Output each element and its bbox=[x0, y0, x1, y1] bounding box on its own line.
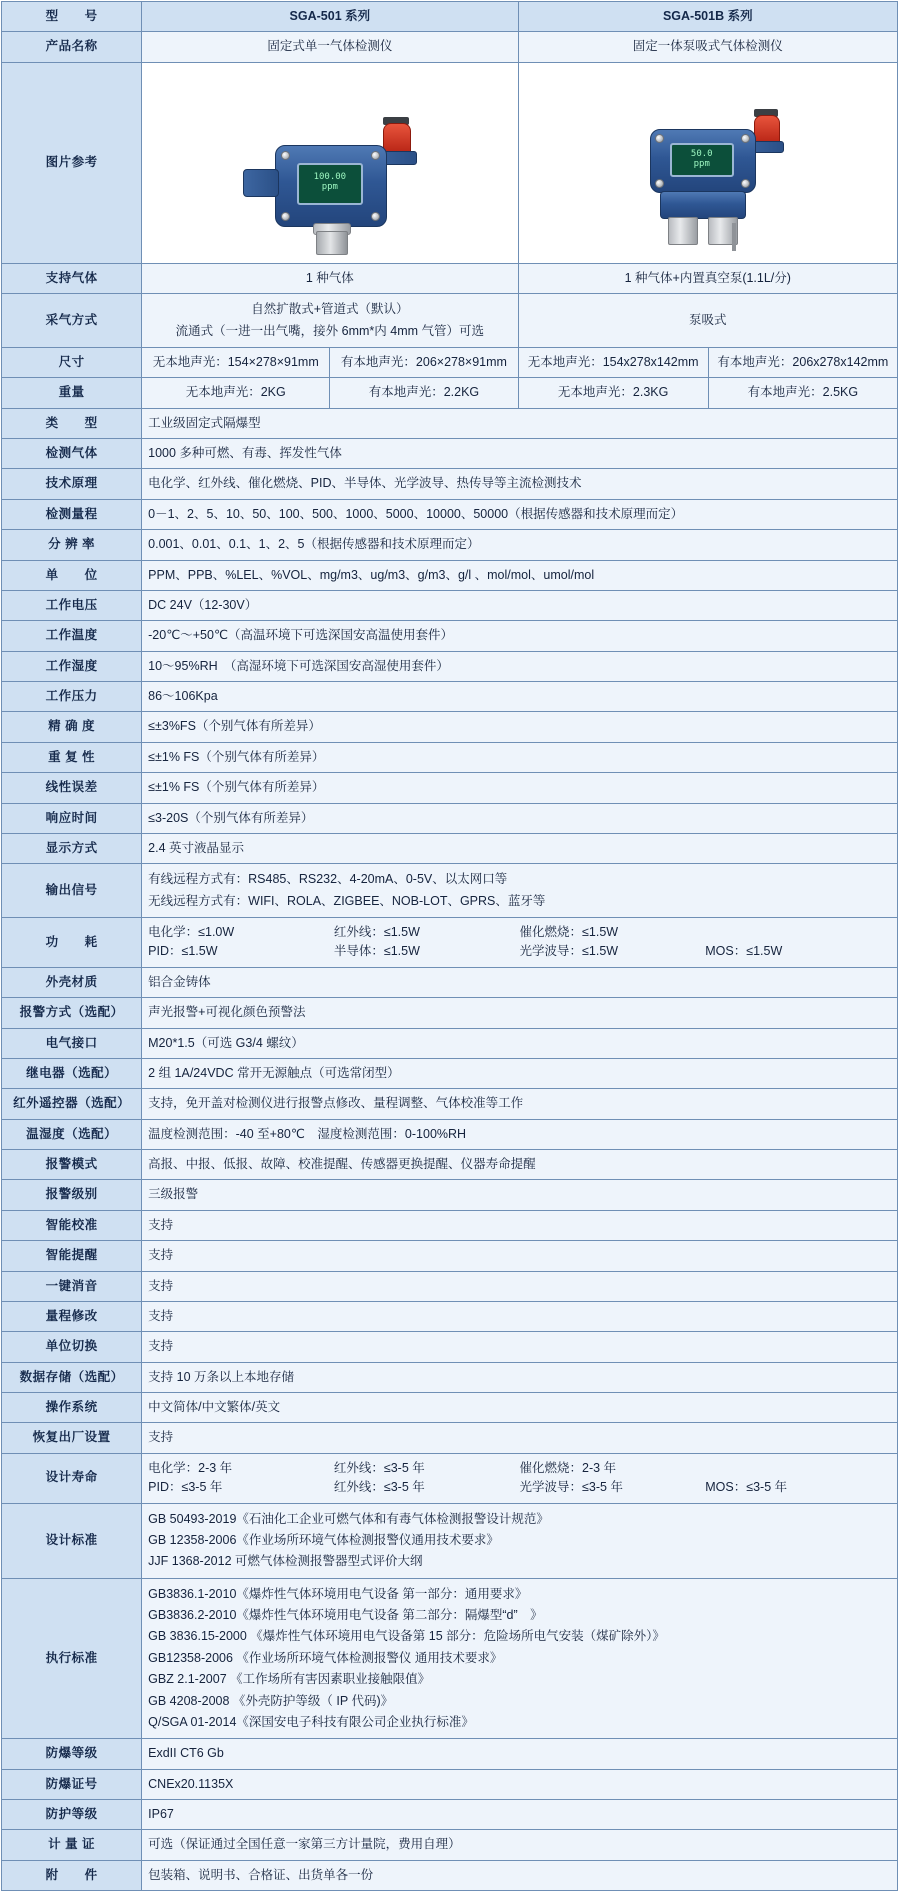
sensor-housing bbox=[316, 231, 348, 255]
cell-value-line: GB3836.2-2010《爆炸性气体环境用电气设备 第二部分：隔爆型“d” 》 bbox=[148, 1608, 543, 1622]
table-row-sampling bbox=[2, 294, 898, 348]
row-label: 单位切换 bbox=[2, 1332, 142, 1362]
bolt-icon bbox=[741, 134, 750, 143]
row-label: 重 复 性 bbox=[2, 742, 142, 772]
cell-value: 有本地声光：2.5KG bbox=[708, 378, 897, 408]
cell-value: ≤3-20S（个别气体有所差异） bbox=[142, 803, 898, 833]
row-label: 报警模式 bbox=[2, 1150, 142, 1180]
row-label: 继电器（选配） bbox=[2, 1058, 142, 1088]
model-header-1: SGA-501 系列 bbox=[142, 2, 518, 32]
power-item: PID：≤1.5W bbox=[148, 944, 218, 959]
table-row-supported-gas bbox=[2, 263, 898, 293]
life-item bbox=[705, 1459, 891, 1478]
bolt-icon bbox=[281, 151, 290, 160]
table-row-housing bbox=[2, 967, 898, 997]
row-label: 设计寿命 bbox=[2, 1453, 142, 1503]
power-item: 红外线：≤1.5W bbox=[333, 925, 420, 939]
life-item: 红外线：≤3-5 年 bbox=[333, 1480, 425, 1495]
row-label: 检测量程 bbox=[2, 499, 142, 529]
table-row-unit bbox=[2, 560, 898, 590]
cell-value: 1 种气体+内置真空泵(1.1L/分) bbox=[518, 263, 897, 293]
device-illustration-1 bbox=[215, 73, 445, 253]
row-label: 执行标准 bbox=[2, 1578, 142, 1739]
cell-value: 铝合金铸体 bbox=[142, 967, 898, 997]
table-row-one-key-mute bbox=[2, 1271, 898, 1301]
table-row-smart-calibration bbox=[2, 1210, 898, 1240]
inlet-port bbox=[668, 217, 698, 245]
cell-value: 0－1、2、5、10、50、100、500、1000、5000、10000、50000（根据传感器和技术原理而定） bbox=[142, 499, 898, 529]
cell-value: 中文简体/中文繁体/英文 bbox=[142, 1393, 898, 1423]
table-row-unit-switch bbox=[2, 1332, 898, 1362]
display-reading: 50.0 bbox=[690, 148, 713, 159]
cell-value: 10～95%RH （高湿环境下可选深国安高湿使用套件） bbox=[142, 651, 898, 681]
bolt-icon bbox=[371, 212, 380, 221]
table-row-temperature bbox=[2, 621, 898, 651]
cell-value: 固定式单一气体检测仪 bbox=[142, 32, 518, 62]
row-label: 报警级别 bbox=[2, 1180, 142, 1210]
cell-value-line: GB12358-2006 《作业场所环境气体检测报警仪 通用技术要求》 bbox=[148, 1650, 503, 1665]
row-label: 重量 bbox=[2, 378, 142, 408]
table-row-accuracy bbox=[2, 712, 898, 742]
cell-value-line: GB 4208-2008 《外壳防护等级（ IP 代码)》 bbox=[148, 1693, 394, 1708]
bolt-icon bbox=[655, 134, 664, 143]
cell-value-line: GB3836.1-2010《爆炸性气体环境用电气设备 第一部分：通用要求》 bbox=[148, 1586, 528, 1601]
row-label: 检测气体 bbox=[2, 439, 142, 469]
cell-value: 有本地声光：206×278×91mm bbox=[330, 347, 518, 377]
device-display-2 bbox=[670, 143, 734, 177]
table-row-os bbox=[2, 1393, 898, 1423]
table-row-design-standard bbox=[2, 1503, 898, 1578]
table-row-electrical-interface bbox=[2, 1028, 898, 1058]
row-label: 输出信号 bbox=[2, 864, 142, 918]
table-row-detect-gas bbox=[2, 439, 898, 469]
table-row-alarm-method bbox=[2, 998, 898, 1028]
device-image-2 bbox=[518, 62, 897, 263]
cell-value: ExdII CT6 Gb bbox=[142, 1739, 898, 1769]
table-row-design-life bbox=[2, 1453, 898, 1503]
cell-value: 支持 bbox=[142, 1301, 898, 1331]
life-item: 电化学：2-3 年 bbox=[148, 1460, 233, 1475]
table-row-factory-reset bbox=[2, 1423, 898, 1453]
table-row-metrology-cert bbox=[2, 1830, 898, 1860]
table-row-relay bbox=[2, 1058, 898, 1088]
row-label: 类 型 bbox=[2, 408, 142, 438]
row-label: 防爆等级 bbox=[2, 1739, 142, 1769]
cell-value-group bbox=[142, 1503, 898, 1578]
cell-value-group bbox=[142, 1578, 898, 1739]
table-row-size bbox=[2, 347, 898, 377]
life-line-2 bbox=[148, 1478, 891, 1497]
cell-value: ≤±3%FS（个别气体有所差异） bbox=[142, 712, 898, 742]
table-row-range-modify bbox=[2, 1301, 898, 1331]
cell-value-line: 无线远程方式有：WIFI、ROLA、ZIGBEE、NOB-LOT、GPRS、蓝牙等 bbox=[148, 893, 546, 908]
row-label: 产品名称 bbox=[2, 32, 142, 62]
cell-value: 可选（保证通过全国任意一家第三方计量院，费用自理） bbox=[142, 1830, 898, 1860]
cell-value: 无本地声光：154x278x142mm bbox=[518, 347, 708, 377]
cell-value-line: JJF 1368-2012 可燃气体检测报警器型式评价大纲 bbox=[148, 1554, 423, 1569]
table-row-output-signal bbox=[2, 864, 898, 918]
cell-value: 有本地声光：206x278x142mm bbox=[708, 347, 897, 377]
cell-value-group bbox=[142, 294, 518, 348]
row-label: 防护等级 bbox=[2, 1800, 142, 1830]
row-label: 功 耗 bbox=[2, 918, 142, 968]
cell-value: 工业级固定式隔爆型 bbox=[142, 408, 898, 438]
row-label: 恢复出厂设置 bbox=[2, 1423, 142, 1453]
row-label: 电气接口 bbox=[2, 1028, 142, 1058]
row-label: 防爆证号 bbox=[2, 1769, 142, 1799]
table-row-response-time bbox=[2, 803, 898, 833]
power-line-2 bbox=[148, 942, 891, 961]
cell-value-group bbox=[142, 918, 898, 968]
cell-value: 86～106Kpa bbox=[142, 682, 898, 712]
power-item: MOS：≤1.5W bbox=[705, 944, 783, 959]
table-row-display bbox=[2, 833, 898, 863]
row-label: 技术原理 bbox=[2, 469, 142, 499]
device-display-1 bbox=[297, 163, 363, 205]
table-row-image bbox=[2, 62, 898, 263]
life-item: 催化燃烧：2-3 年 bbox=[519, 1460, 617, 1475]
display-unit: ppm bbox=[321, 181, 338, 192]
row-label: 计 量 证 bbox=[2, 1830, 142, 1860]
cell-value: 无本地声光：154×278×91mm bbox=[142, 347, 330, 377]
power-item: 光学波导：≤1.5W bbox=[519, 944, 619, 959]
table-row-voltage bbox=[2, 590, 898, 620]
device-image-1 bbox=[142, 62, 518, 263]
row-label: 报警方式（选配） bbox=[2, 998, 142, 1028]
row-label: 智能提醒 bbox=[2, 1241, 142, 1271]
cell-value: 无本地声光：2.3KG bbox=[518, 378, 708, 408]
table-row-model bbox=[2, 2, 898, 32]
specification-table bbox=[1, 1, 898, 1891]
cell-value: 支持 bbox=[142, 1241, 898, 1271]
row-label: 智能校准 bbox=[2, 1210, 142, 1240]
row-label: 一键消音 bbox=[2, 1271, 142, 1301]
cell-value: CNEx20.1135X bbox=[142, 1769, 898, 1799]
table-row-weight bbox=[2, 378, 898, 408]
cell-value: M20*1.5（可选 G3/4 螺纹） bbox=[142, 1028, 898, 1058]
cell-value-line: GBZ 2.1-2007 《工作场所有害因素职业接触限值》 bbox=[148, 1672, 431, 1687]
cell-value: 2 组 1A/24VDC 常开无源触点（可选常闭型） bbox=[142, 1058, 898, 1088]
table-row-range bbox=[2, 499, 898, 529]
row-label: 分 辨 率 bbox=[2, 530, 142, 560]
power-item: 催化燃烧：≤1.5W bbox=[519, 925, 619, 939]
row-label: 单 位 bbox=[2, 560, 142, 590]
cell-value: 支持 bbox=[142, 1210, 898, 1240]
bolt-icon bbox=[741, 179, 750, 188]
cell-value-line: 自然扩散式+管道式（默认） bbox=[251, 302, 409, 317]
row-label: 操作系统 bbox=[2, 1393, 142, 1423]
table-row-alarm-level bbox=[2, 1180, 898, 1210]
table-row-ip-rating bbox=[2, 1800, 898, 1830]
row-label: 设计标准 bbox=[2, 1503, 142, 1578]
table-row-smart-reminder bbox=[2, 1241, 898, 1271]
row-label: 红外遥控器（选配） bbox=[2, 1089, 142, 1119]
table-row-principle bbox=[2, 469, 898, 499]
row-label: 图片参考 bbox=[2, 62, 142, 263]
table-row-product-name bbox=[2, 32, 898, 62]
row-label: 线性误差 bbox=[2, 773, 142, 803]
table-row-resolution bbox=[2, 530, 898, 560]
table-row-humidity bbox=[2, 651, 898, 681]
cell-value: 支持，免开盖对检测仪进行报警点修改、量程调整、气体校准等工作 bbox=[142, 1089, 898, 1119]
cell-value: 0.001、0.01、0.1、1、2、5（根据传感器和技术原理而定） bbox=[142, 530, 898, 560]
bolt-icon bbox=[371, 151, 380, 160]
table-row-alarm-mode bbox=[2, 1150, 898, 1180]
row-label: 支持气体 bbox=[2, 263, 142, 293]
cell-value: 支持 bbox=[142, 1271, 898, 1301]
life-item: 红外线：≤3-5 年 bbox=[333, 1460, 425, 1475]
bolt-icon bbox=[281, 212, 290, 221]
power-item bbox=[705, 923, 891, 942]
cell-value: 有本地声光：2.2KG bbox=[330, 378, 518, 408]
table-row-accessories bbox=[2, 1860, 898, 1890]
row-label-model: 型 号 bbox=[2, 2, 142, 32]
cell-value: -20℃～+50℃（高温环境下可选深国安高温使用套件） bbox=[142, 621, 898, 651]
cell-value-group bbox=[142, 864, 898, 918]
row-label: 外壳材质 bbox=[2, 967, 142, 997]
cell-value: 高报、中报、低报、故障、校准提醒、传感器更换提醒、仪器寿命提醒 bbox=[142, 1150, 898, 1180]
device-illustration-2 bbox=[608, 73, 808, 253]
cell-value: 1 种气体 bbox=[142, 263, 518, 293]
table-row-power bbox=[2, 918, 898, 968]
row-label: 尺寸 bbox=[2, 347, 142, 377]
table-row-data-storage bbox=[2, 1362, 898, 1392]
tube bbox=[732, 223, 736, 251]
cell-value-line: GB 50493-2019《石油化工企业可燃气体和有毒气体检测报警设计规范》 bbox=[148, 1511, 549, 1526]
row-label: 显示方式 bbox=[2, 833, 142, 863]
row-label: 附 件 bbox=[2, 1860, 142, 1890]
cell-value: ≤±1% FS（个别气体有所差异） bbox=[142, 773, 898, 803]
life-item: 光学波导：≤3-5 年 bbox=[519, 1480, 623, 1495]
cell-value-group bbox=[142, 1453, 898, 1503]
cell-value: 包装箱、说明书、合格证、出货单各一份 bbox=[142, 1860, 898, 1890]
table-row-ex-cert bbox=[2, 1769, 898, 1799]
power-line-1 bbox=[148, 923, 891, 942]
life-item: MOS：≤3-5 年 bbox=[705, 1480, 788, 1495]
table-row-temp-humidity-option bbox=[2, 1119, 898, 1149]
table-row-repeatability bbox=[2, 742, 898, 772]
table-row-ir-remote bbox=[2, 1089, 898, 1119]
cell-value: 支持 10 万条以上本地存储 bbox=[142, 1362, 898, 1392]
row-label: 工作温度 bbox=[2, 621, 142, 651]
power-item: 半导体：≤1.5W bbox=[333, 944, 420, 959]
table-row-ex-rating bbox=[2, 1739, 898, 1769]
cell-value: PPM、PPB、%LEL、%VOL、mg/m3、ug/m3、g/m3、g/l 、mol/mol、umol/mol bbox=[142, 560, 898, 590]
table-row-pressure bbox=[2, 682, 898, 712]
row-label: 精 确 度 bbox=[2, 712, 142, 742]
row-label: 温湿度（选配） bbox=[2, 1119, 142, 1149]
power-item: 电化学：≤1.0W bbox=[148, 925, 235, 939]
cell-value: 温度检测范围：-40 至+80℃ 湿度检测范围：0-100%RH bbox=[142, 1119, 898, 1149]
cell-value: 无本地声光：2KG bbox=[142, 378, 330, 408]
life-item: PID：≤3-5 年 bbox=[148, 1480, 223, 1495]
cell-value: DC 24V（12-30V） bbox=[142, 590, 898, 620]
table-row-execution-standard bbox=[2, 1578, 898, 1739]
table-row-type bbox=[2, 408, 898, 438]
cell-value: 声光报警+可视化颜色预警法 bbox=[142, 998, 898, 1028]
pump-base bbox=[660, 191, 746, 219]
table-row-linearity bbox=[2, 773, 898, 803]
alarm-beacon-icon bbox=[383, 123, 411, 155]
life-line-1 bbox=[148, 1459, 891, 1478]
model-header-2: SGA-501B 系列 bbox=[518, 2, 897, 32]
cell-value: 三级报警 bbox=[142, 1180, 898, 1210]
cell-value: 电化学、红外线、催化燃烧、PID、半导体、光学波导、热传导等主流检测技术 bbox=[142, 469, 898, 499]
cell-value: ≤±1% FS（个别气体有所差异） bbox=[142, 742, 898, 772]
cell-value: 2.4 英寸液晶显示 bbox=[142, 833, 898, 863]
row-label: 采气方式 bbox=[2, 294, 142, 348]
cell-value: IP67 bbox=[142, 1800, 898, 1830]
cell-value-line: 流通式（一进一出气嘴，接外 6mm*内 4mm 气管）可选 bbox=[175, 323, 485, 338]
row-label: 工作湿度 bbox=[2, 651, 142, 681]
cell-value: 1000 多种可燃、有毒、挥发性气体 bbox=[142, 439, 898, 469]
mount-bracket-left bbox=[243, 169, 279, 197]
row-label: 量程修改 bbox=[2, 1301, 142, 1331]
display-reading: 100.00 bbox=[313, 171, 347, 182]
row-label: 工作电压 bbox=[2, 590, 142, 620]
row-label: 数据存储（选配） bbox=[2, 1362, 142, 1392]
cell-value: 支持 bbox=[142, 1423, 898, 1453]
row-label: 响应时间 bbox=[2, 803, 142, 833]
spec-sheet bbox=[0, 1, 899, 1891]
cell-value-line: 有线远程方式有：RS485、RS232、4-20mA、0-5V、以太网口等 bbox=[148, 872, 508, 887]
cell-value-line: GB 3836.15-2000 《爆炸性气体环境用电气设备第 15 部分：危险场所电气安装（煤矿除外）》 bbox=[148, 1629, 665, 1644]
cell-value: 泵吸式 bbox=[518, 294, 897, 348]
cell-value-line: GB 12358-2006《作业场所环境气体检测报警仪通用技术要求》 bbox=[148, 1532, 499, 1547]
bolt-icon bbox=[655, 179, 664, 188]
cell-value-line: Q/SGA 01-2014《深国安电子科技有限公司企业执行标准》 bbox=[148, 1714, 474, 1729]
cell-value: 支持 bbox=[142, 1332, 898, 1362]
row-label: 工作压力 bbox=[2, 682, 142, 712]
display-unit: ppm bbox=[693, 158, 710, 169]
cell-value: 固定一体泵吸式气体检测仪 bbox=[518, 32, 897, 62]
